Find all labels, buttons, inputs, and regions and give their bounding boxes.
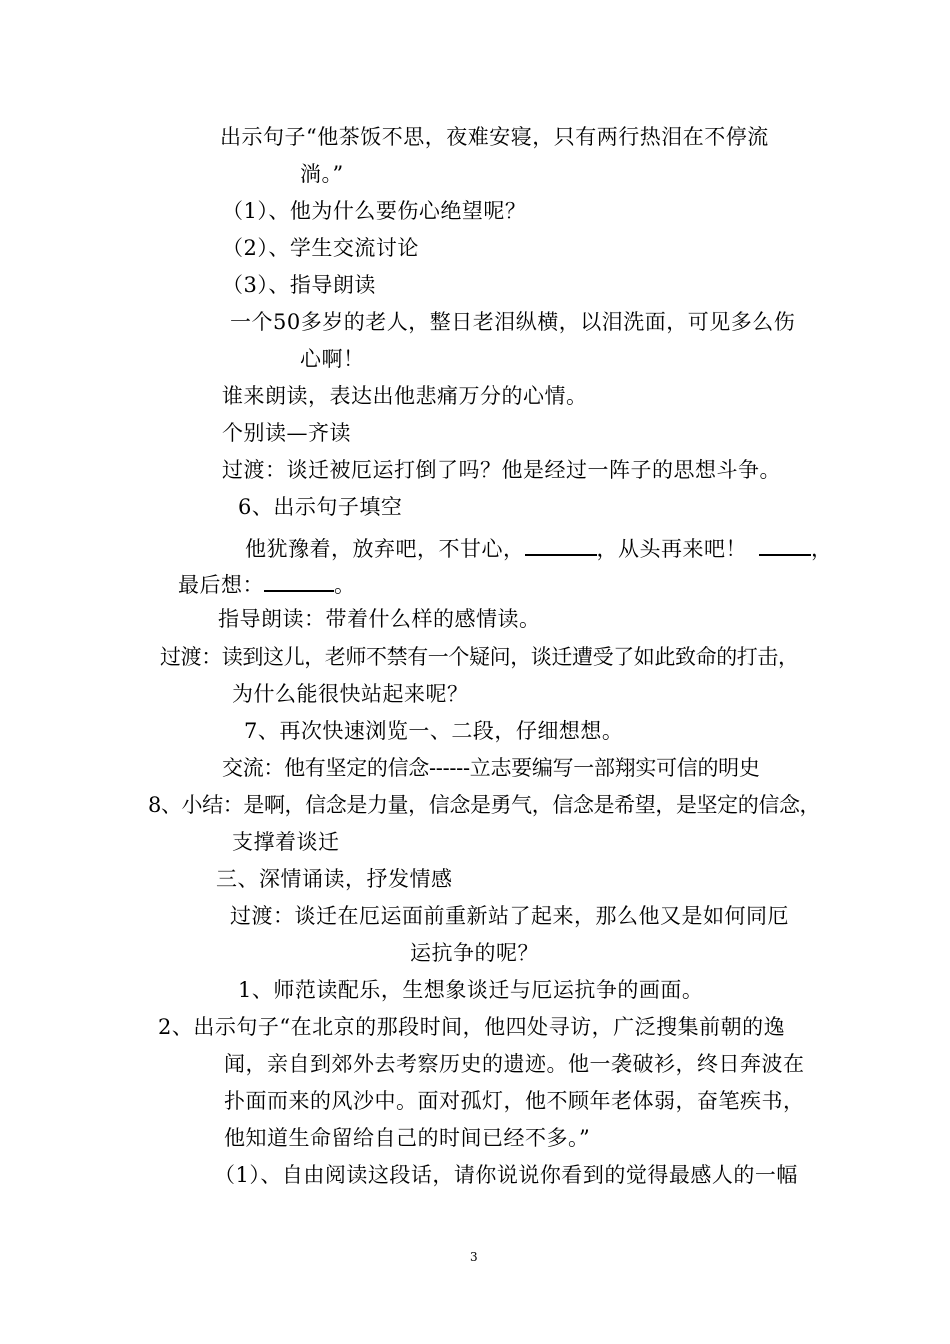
- text-line: 一个50多岁的老人，整日老泪纵横，以泪洗面，可见多么伤: [230, 310, 796, 334]
- text-segment: 。: [334, 573, 356, 597]
- answer-blank: [264, 570, 334, 592]
- answer-blank: [525, 534, 597, 556]
- text-line: 扑面而来的风沙中。面对孤灯，他不顾年老体弱，奋笔疾书，: [224, 1089, 805, 1113]
- text-line: 过渡：谈迁在厄运面前重新站了起来，那么他又是如何同厄: [230, 904, 789, 928]
- page-number: 3: [470, 1250, 478, 1264]
- text-line: 8、小结：是啊，信念是力量，信念是勇气，信念是希望，是坚定的信念，: [148, 793, 821, 817]
- fill-blank-sentence: [245, 534, 833, 562]
- answer-blank: [759, 534, 811, 556]
- text-line: 为什么能很快站起来呢？: [232, 682, 469, 706]
- text-line: 心啊！: [300, 347, 365, 371]
- text-line: 运抗争的呢？: [410, 941, 539, 965]
- text-segment: ，: [811, 537, 833, 561]
- text-segment: 最后想：: [178, 573, 264, 597]
- text-line: 淌。”: [300, 162, 344, 186]
- text-line: 个别读—齐读: [222, 421, 351, 445]
- text-line: 6、出示句子填空: [238, 495, 403, 519]
- text-line: （2）、学生交流讨论: [222, 236, 419, 260]
- text-line: 7、再次快速浏览一、二段，仔细想想。: [244, 719, 624, 743]
- text-line: 1、师范读配乐，生想象谈迁与厄运抗争的画面。: [238, 978, 704, 1002]
- text-segment: ，从头再来吧！: [596, 537, 747, 561]
- fill-blank-sentence: [178, 570, 356, 598]
- text-line: 支撑着谈迁: [232, 830, 340, 854]
- text-line: 2、出示句子“在北京的那段时间，他四处寻访，广泛搜集前朝的逸: [158, 1015, 786, 1039]
- text-line: 指导朗读：带着什么样的感情读。: [218, 607, 541, 631]
- text-line: 闻，亲自到郊外去考察历史的遗迹。他一袭破衫，终日奔波在: [224, 1052, 805, 1076]
- text-line: （1）、他为什么要伤心绝望呢？: [222, 199, 527, 223]
- text-line: （3）、指导朗读: [222, 273, 376, 297]
- text-line: 他知道生命留给自己的时间已经不多。”: [224, 1126, 591, 1150]
- text-line: 交流：他有坚定的信念------立志要编写一部翔实可信的明史: [222, 756, 760, 780]
- text-line: 过渡：读到这儿，老师不禁有一个疑问，谈迁遭受了如此致命的打击，: [160, 645, 799, 669]
- section-heading: 三、深情诵读，抒发情感: [216, 867, 453, 891]
- text-line: 出示句子“他茶饭不思，夜难安寝，只有两行热泪在不停流: [220, 125, 769, 149]
- text-segment: 他犹豫着，放弃吧，不甘心，: [245, 537, 525, 561]
- text-line: 谁来朗读，表达出他悲痛万分的心情。: [222, 384, 588, 408]
- text-line: （1）、自由阅读这段话，请你说说你看到的觉得最感人的一幅: [214, 1163, 798, 1187]
- text-line: 过渡：谈迁被厄运打倒了吗？他是经过一阵子的思想斗争。: [222, 458, 781, 482]
